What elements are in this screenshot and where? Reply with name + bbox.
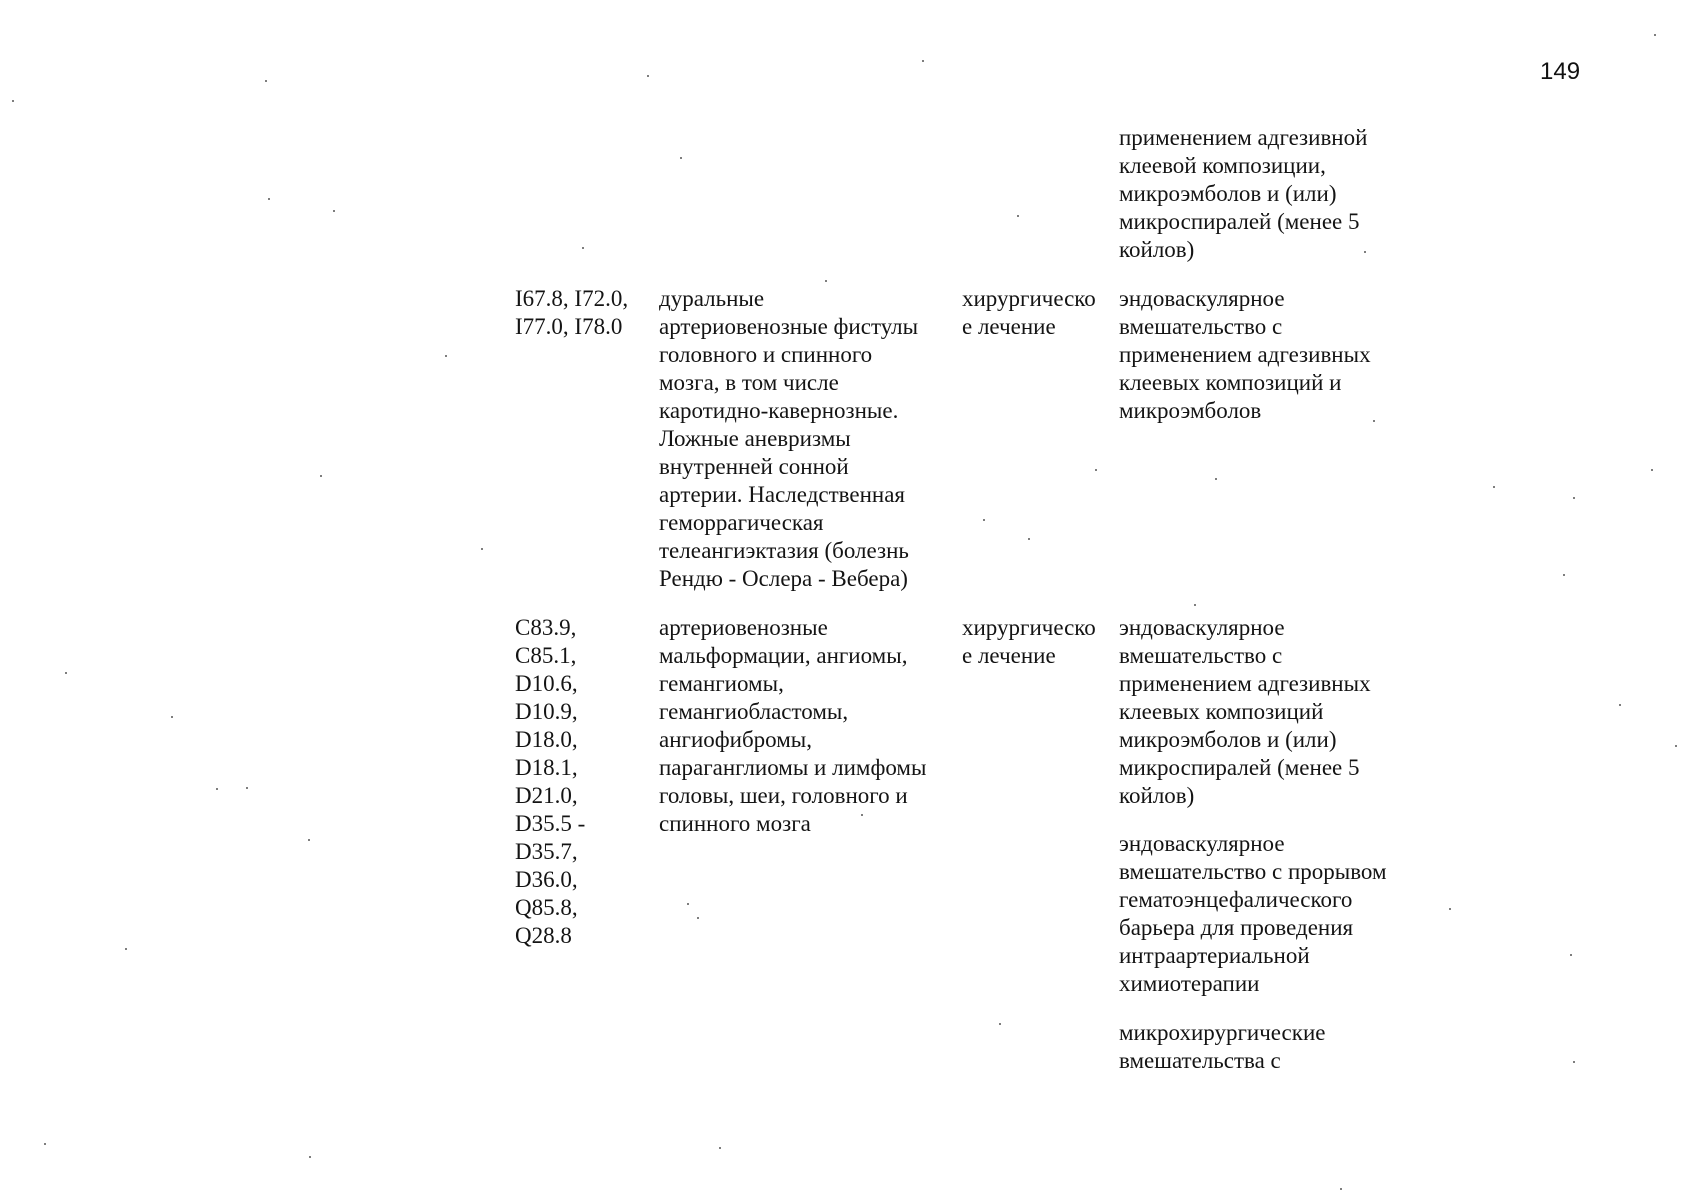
scan-speck [582,247,584,249]
scan-speck [333,210,335,212]
treatment-method-cell: микрохирургические вмешательства с [1119,1020,1326,1073]
treatment-method-cell: эндоваскулярное вмешательство с применением адгезивных клеевых композиций и микроэмболов [1119,286,1371,423]
scan-speck [1215,478,1217,480]
continued-method-text: применением адгезивной клеевой композиции, микроэмболов и (или) микроспиралей (менее 5 койлов) [1119,125,1368,262]
scan-speck [825,280,827,282]
diagnosis-cell: артериовенозные мальформации, ангиомы, гемангиомы, гемангиобластомы, ангиофибромы, параганглиомы и лимфомы головы, шеи, головного и спинного мозга [659,615,927,836]
scan-speck [65,672,67,674]
scan-speck [999,1023,1001,1025]
scan-speck [1493,486,1495,488]
scan-speck [1619,704,1621,706]
scan-speck [1675,745,1677,747]
scan-speck [216,788,218,790]
scan-speck [268,198,270,200]
scan-speck [1194,604,1196,606]
scan-speck [308,839,310,841]
scan-speck [481,548,483,550]
scan-speck [1651,469,1653,471]
scan-speck [1340,1188,1342,1190]
scan-speck [861,814,863,816]
scan-speck [125,948,127,950]
scan-speck [12,100,14,102]
scan-speck [1563,574,1565,576]
scan-speck [265,80,267,82]
scan-speck [680,157,682,159]
scan-speck [647,75,649,77]
scan-speck [1449,908,1451,910]
scan-speck [1017,215,1019,217]
diagnosis-cell: дуральные артериовенозные фистулы головного и спинного мозга, в том числе каротидно-кавернозные. Ложные аневризмы внутренней сонной артерии. Наследственная геморрагическая телеангиэктазия (болезнь Рендю - Ослера - Вебера) [659,286,919,591]
icd-codes-cell: C83.9, C85.1, D10.6, D10.9, D18.0, D18.1, D21.0, D35.5 - D35.7, D36.0, Q85.8, Q28.8 [515,615,586,948]
scan-speck [1573,1061,1575,1063]
scan-speck [320,475,322,477]
treatment-method-cell: эндоваскулярное вмешательство с применением адгезивных клеевых композиций микроэмболов и (или) микроспиралей (менее 5 койлов) [1119,615,1371,808]
page-number: 149 [1540,58,1581,85]
scan-speck [44,1143,46,1145]
scan-speck [246,787,248,789]
scan-speck [983,519,985,521]
scan-speck [697,917,699,919]
scan-speck [1570,954,1572,956]
scan-speck [445,355,447,357]
scan-speck [687,903,689,905]
scan-speck [1654,34,1656,36]
treatment-type-cell: хирургическо е лечение [962,286,1096,339]
scan-speck [1364,251,1366,253]
scan-speck [171,716,173,718]
scan-speck [719,1147,721,1149]
scan-speck [1373,420,1375,422]
scan-speck [1573,497,1575,499]
treatment-method-cell: эндоваскулярное вмешательство с прорывом гематоэнцефалического барьера для проведения интраартериальной химиотерапии [1119,831,1387,996]
scan-speck [309,1156,311,1158]
scan-speck [1095,469,1097,471]
scan-speck [1028,538,1030,540]
icd-codes-cell: I67.8, I72.0, I77.0, I78.0 [515,286,629,339]
scan-speck [922,60,924,62]
treatment-type-cell: хирургическо е лечение [962,615,1096,668]
